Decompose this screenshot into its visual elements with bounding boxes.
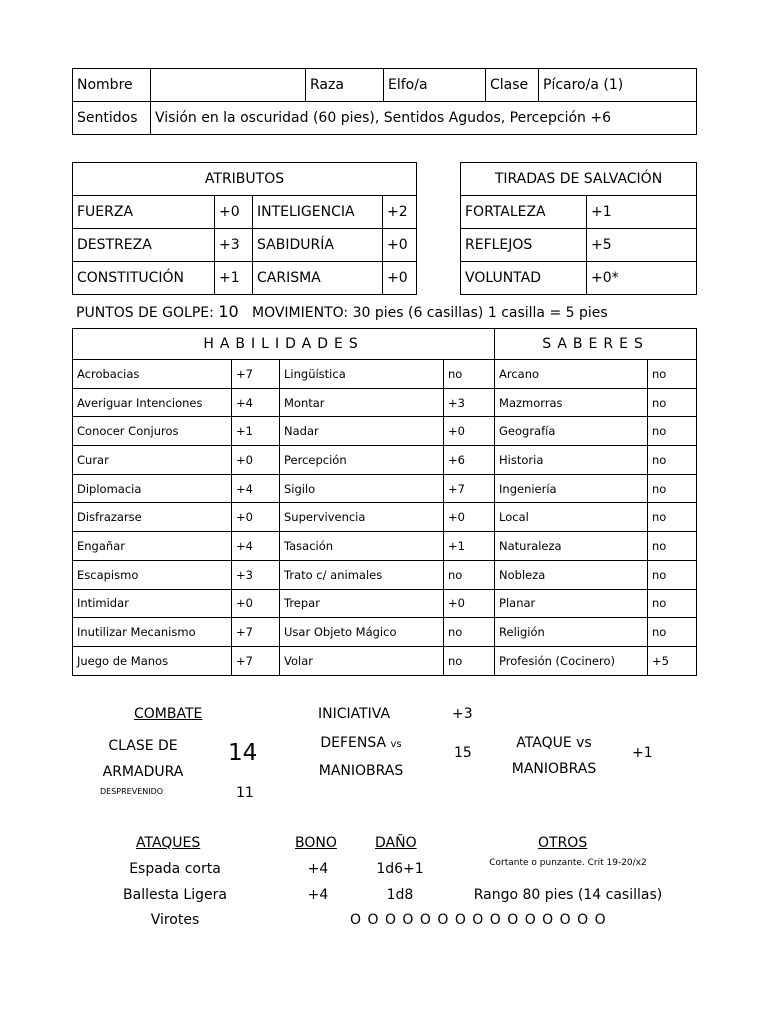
- skill-value[interactable]: +4: [232, 388, 280, 417]
- saber-name: Nobleza: [495, 560, 648, 589]
- table-row: [73, 618, 697, 647]
- salvacion-name: VOLUNTAD: [461, 262, 587, 295]
- saber-value[interactable]: +5: [648, 646, 697, 675]
- skill-name: Supervivencia: [280, 503, 444, 532]
- skill-value[interactable]: no: [444, 646, 495, 675]
- nombre-label: Nombre: [73, 69, 151, 102]
- attack-otros: Rango 80 pies (14 casillas): [473, 887, 663, 903]
- virotes-label: Virotes: [150, 912, 200, 928]
- atributo-name: DESTREZA: [73, 229, 215, 262]
- skill-value[interactable]: +7: [232, 360, 280, 389]
- saber-value[interactable]: no: [648, 618, 697, 647]
- defensa-maniobras-line1: DEFENSA: [320, 735, 387, 751]
- table-row: [73, 560, 697, 589]
- skill-name: Averiguar Intenciones: [73, 388, 232, 417]
- skill-value[interactable]: +0: [232, 446, 280, 475]
- bono-header: BONO: [295, 835, 337, 851]
- saber-name: Arcano: [495, 360, 648, 389]
- stats-line: [76, 302, 608, 321]
- defensa-maniobras-vs: vs: [390, 739, 402, 750]
- ataque-maniobras-line1: ATAQUE vs: [516, 735, 592, 751]
- skill-value[interactable]: +7: [232, 646, 280, 675]
- salvacion-table: [460, 162, 697, 295]
- habilidades-table: [72, 328, 697, 676]
- desprevenido-label: DESPREVENIDO: [100, 787, 164, 796]
- skill-name: Disfrazarse: [73, 503, 232, 532]
- skill-value[interactable]: +0: [444, 589, 495, 618]
- attack-dano[interactable]: 1d6+1: [376, 861, 424, 877]
- skill-value[interactable]: +0: [232, 503, 280, 532]
- salvacion-value[interactable]: +0*: [587, 262, 697, 295]
- atributo-value[interactable]: +1: [215, 262, 253, 295]
- table-row: [73, 589, 697, 618]
- clase-label: Clase: [486, 69, 539, 102]
- atributo-name: CARISMA: [253, 262, 383, 295]
- ataque-maniobras-value[interactable]: +1: [632, 745, 653, 761]
- table-row: [73, 503, 697, 532]
- sentidos-label: Sentidos: [73, 102, 151, 135]
- atributo-name: SABIDURÍA: [253, 229, 383, 262]
- skill-value[interactable]: +0: [232, 589, 280, 618]
- skill-value[interactable]: +7: [232, 618, 280, 647]
- skill-name: Diplomacia: [73, 474, 232, 503]
- movimiento-value[interactable]: 30 pies (6 casillas) 1 casilla = 5 pies: [352, 305, 608, 321]
- saber-name: Ingeniería: [495, 474, 648, 503]
- saber-name: Profesión (Cocinero): [495, 646, 648, 675]
- saber-name: Planar: [495, 589, 648, 618]
- saber-value[interactable]: no: [648, 560, 697, 589]
- skill-name: Inutilizar Mecanismo: [73, 618, 232, 647]
- attack-name: Ballesta Ligera: [123, 887, 227, 903]
- saber-value[interactable]: no: [648, 388, 697, 417]
- saber-name: Religión: [495, 618, 648, 647]
- skill-name: Trepar: [280, 589, 444, 618]
- ataque-maniobras-label: [496, 730, 612, 782]
- skill-name: Engañar: [73, 532, 232, 561]
- attack-bono[interactable]: +4: [307, 861, 329, 877]
- clase-field[interactable]: Pícaro/a (1): [539, 69, 697, 102]
- salvacion-value[interactable]: +1: [587, 196, 697, 229]
- dano-header: DAÑO: [375, 835, 417, 851]
- table-row: [73, 388, 697, 417]
- skill-value[interactable]: no: [444, 560, 495, 589]
- raza-field[interactable]: Elfo/a: [384, 69, 486, 102]
- atributo-name: FUERZA: [73, 196, 215, 229]
- saber-value[interactable]: no: [648, 360, 697, 389]
- otros-header: OTROS: [538, 835, 588, 851]
- salvacion-title: TIRADAS DE SALVACIÓN: [461, 163, 697, 196]
- saber-name: Geografía: [495, 417, 648, 446]
- skill-name: Conocer Conjuros: [73, 417, 232, 446]
- skill-name: Sigilo: [280, 474, 444, 503]
- skill-name: Trato c/ animales: [280, 560, 444, 589]
- atributo-name: CONSTITUCIÓN: [73, 262, 215, 295]
- saber-value[interactable]: no: [648, 446, 697, 475]
- clase-armadura-line2: ARMADURA: [102, 764, 184, 780]
- atributo-value[interactable]: +0: [383, 229, 417, 262]
- attack-name: Espada corta: [129, 861, 221, 877]
- table-row: [73, 474, 697, 503]
- salvacion-value[interactable]: +5: [587, 229, 697, 262]
- skill-name: Nadar: [280, 417, 444, 446]
- header-table: [72, 68, 697, 135]
- clase-armadura-line1: CLASE DE: [108, 738, 178, 754]
- skill-value[interactable]: +0: [444, 417, 495, 446]
- skill-name: Usar Objeto Mágico: [280, 618, 444, 647]
- virotes-tracker[interactable]: O O O O O O O O O O O O O O O: [350, 912, 607, 928]
- saber-name: Historia: [495, 446, 648, 475]
- sentidos-field[interactable]: Visión en la oscuridad (60 pies), Sentidos Agudos, Percepción +6: [151, 102, 697, 135]
- skill-name: Lingüística: [280, 360, 444, 389]
- atributo-name: INTELIGENCIA: [253, 196, 383, 229]
- skill-name: Volar: [280, 646, 444, 675]
- skill-name: Montar: [280, 388, 444, 417]
- combate-title: COMBATE: [134, 706, 203, 722]
- saber-value[interactable]: no: [648, 503, 697, 532]
- skill-value[interactable]: +3: [232, 560, 280, 589]
- skill-name: Curar: [73, 446, 232, 475]
- skill-name: Acrobacias: [73, 360, 232, 389]
- table-row: [73, 446, 697, 475]
- clase-armadura-label: [88, 733, 198, 785]
- defensa-maniobras-label: [304, 730, 418, 784]
- saber-value[interactable]: no: [648, 532, 697, 561]
- puntos-golpe-value[interactable]: 10: [218, 302, 239, 321]
- atributo-value[interactable]: +3: [215, 229, 253, 262]
- attack-otros: Cortante o punzante. Crit 19-20/x2: [489, 858, 647, 868]
- saber-value[interactable]: no: [648, 474, 697, 503]
- skill-value[interactable]: +4: [232, 532, 280, 561]
- atributos-title: ATRIBUTOS: [73, 163, 417, 196]
- ataques-header: ATAQUES: [136, 835, 201, 851]
- atributo-value[interactable]: +0: [383, 262, 417, 295]
- saber-value[interactable]: no: [648, 589, 697, 618]
- iniciativa-label: INICIATIVA: [318, 706, 391, 722]
- atributo-value[interactable]: +2: [383, 196, 417, 229]
- skill-value[interactable]: +1: [232, 417, 280, 446]
- skill-value[interactable]: +6: [444, 446, 495, 475]
- table-row: [73, 417, 697, 446]
- habilidades-title: HABILIDADES: [73, 329, 495, 360]
- skill-value[interactable]: +3: [444, 388, 495, 417]
- table-row: [73, 646, 697, 675]
- atributos-table: [72, 162, 417, 295]
- salvacion-name: REFLEJOS: [461, 229, 587, 262]
- saber-name: Local: [495, 503, 648, 532]
- skill-value[interactable]: no: [444, 360, 495, 389]
- salvacion-name: FORTALEZA: [461, 196, 587, 229]
- raza-label: Raza: [306, 69, 384, 102]
- ataque-maniobras-line2: MANIOBRAS: [511, 761, 597, 777]
- skill-name: Intimidar: [73, 589, 232, 618]
- movimiento-label: MOVIMIENTO:: [252, 305, 349, 321]
- attack-bono[interactable]: +4: [307, 887, 329, 903]
- defensa-maniobras-line2: MANIOBRAS: [318, 763, 404, 779]
- desprevenido-value[interactable]: 11: [236, 785, 254, 801]
- skill-value[interactable]: +4: [232, 474, 280, 503]
- saberes-title: SABERES: [495, 329, 697, 360]
- puntos-golpe-label: PUNTOS DE GOLPE:: [76, 305, 214, 321]
- skill-value[interactable]: +1: [444, 532, 495, 561]
- saber-name: Mazmorras: [495, 388, 648, 417]
- defensa-maniobras-value[interactable]: 15: [454, 745, 472, 761]
- saber-name: Naturaleza: [495, 532, 648, 561]
- atributo-value[interactable]: +0: [215, 196, 253, 229]
- skill-name: Juego de Manos: [73, 646, 232, 675]
- clase-armadura-value[interactable]: 14: [228, 740, 258, 766]
- table-row: [73, 532, 697, 561]
- skill-name: Escapismo: [73, 560, 232, 589]
- skill-value[interactable]: no: [444, 618, 495, 647]
- table-row: [73, 360, 697, 389]
- skill-value[interactable]: +0: [444, 503, 495, 532]
- iniciativa-value[interactable]: +3: [452, 706, 473, 722]
- saber-value[interactable]: no: [648, 417, 697, 446]
- skill-value[interactable]: +7: [444, 474, 495, 503]
- nombre-field[interactable]: [151, 69, 306, 102]
- attack-dano[interactable]: 1d8: [386, 887, 414, 903]
- skill-name: Percepción: [280, 446, 444, 475]
- skill-name: Tasación: [280, 532, 444, 561]
